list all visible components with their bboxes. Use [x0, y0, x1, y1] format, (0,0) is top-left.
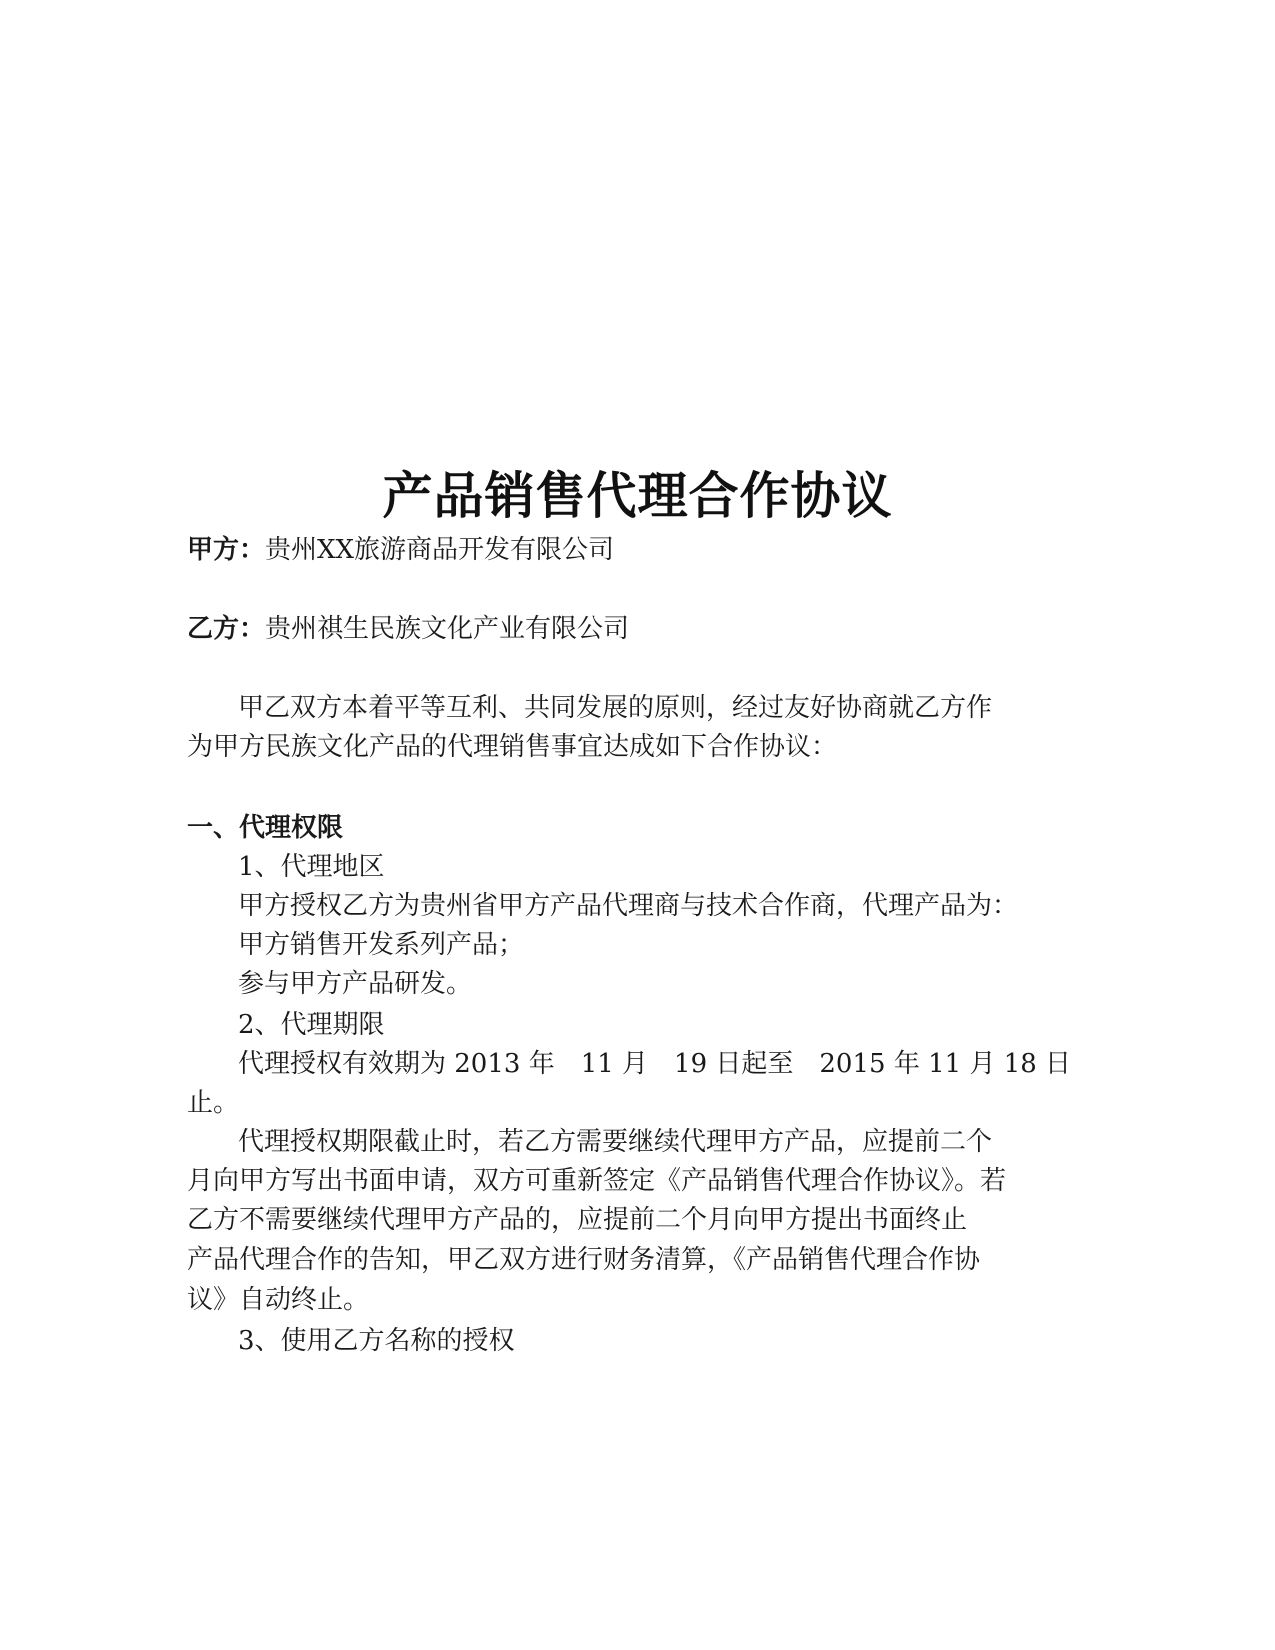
item-1-line-3: 参与甲方产品研发。 [238, 969, 473, 999]
party-b [187, 609, 629, 649]
item-2-period-line-1: 代理授权有效期为 2013 年 11 月 19 日起至 2015 年 11 月 18 日 [238, 1049, 1072, 1079]
item-3-title: 3、使用乙方名称的授权 [238, 1326, 515, 1356]
item-2-renewal-line-5: 议》自动终止。 [187, 1285, 370, 1315]
item-2-renewal-line-4: 产品代理合作的告知，甲乙双方进行财务清算，《产品销售代理合作协 [187, 1245, 981, 1275]
party-a [187, 530, 614, 570]
section-1-heading: 一、代理权限 [187, 813, 344, 843]
party-b-value: 贵州祺生民族文化产业有限公司 [265, 614, 630, 644]
item-2-period-line-2: 止。 [187, 1088, 240, 1118]
item-1-title: 1、代理地区 [238, 852, 385, 882]
item-2-title: 2、代理期限 [238, 1010, 385, 1040]
item-2-renewal-line-1: 代理授权期限截止时，若乙方需要继续代理甲方产品，应提前二个 [238, 1127, 993, 1157]
item-1-line-2: 甲方销售开发系列产品； [238, 930, 525, 960]
party-b-label: 乙方： [187, 614, 266, 644]
party-a-value: 贵州XX旅游商品开发有限公司 [265, 535, 615, 565]
intro-line-1: 甲乙双方本着平等互利、共同发展的原则，经过友好协商就乙方作 [238, 693, 993, 723]
item-1-line-1: 甲方授权乙方为贵州省甲方产品代理商与技术合作商，代理产品为： [238, 891, 1019, 921]
document-title: 产品销售代理合作协议 [382, 467, 893, 525]
item-2-renewal-line-2: 月向甲方写出书面申请，双方可重新签定《产品销售代理合作协议》。若 [187, 1166, 1007, 1196]
item-2-renewal-line-3: 乙方不需要继续代理甲方产品的，应提前二个月向甲方提出书面终止 [187, 1205, 968, 1235]
party-a-label: 甲方： [187, 535, 266, 565]
intro-line-2: 为甲方民族文化产品的代理销售事宜达成如下合作协议： [187, 732, 838, 762]
